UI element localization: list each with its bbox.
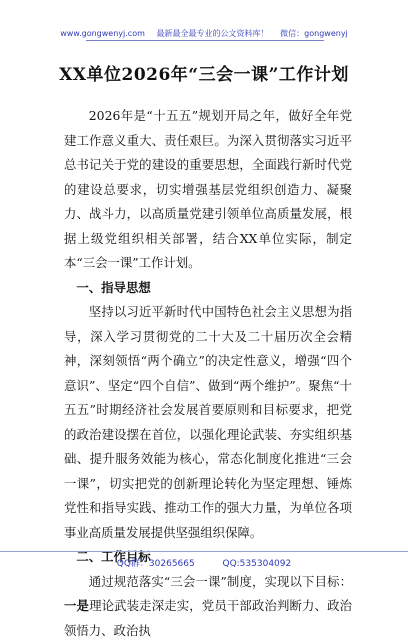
document-title: XX单位2026年“三会一课”工作计划	[0, 60, 408, 85]
footer-divider	[0, 551, 408, 552]
header-separator	[273, 29, 276, 38]
qq-group: QQ群：30265665	[117, 559, 195, 569]
section-heading-guiding-thought: 一、指导思想	[64, 276, 352, 301]
work-goals-lead: 通过规范落实“三会一课”制度，实现以下目标：	[89, 574, 352, 589]
intro-paragraph: 2026年是“十五五”规划开局之年，做好全年党建工作意义重大、责任艰巨。为深入贯彻落实习近平总书记关于党的建设的重要思想，全面践行新时代党的建设总要求，切实增强基层党组织创造力、凝聚力、战斗力，以高质量党建引领单位高质量发展，根据上级党组织相关部署，结合XX单位实际，制定本“三会一课”工作计划。	[64, 104, 352, 276]
work-goals-first-marker: 一是	[64, 598, 89, 613]
guiding-thought-paragraph: 坚持以习近平新时代中国特色社会主义思想为指导，深入学习贯彻党的二十大及二十届历次全会精神，深刻领悟“两个确立”的决定性意义，增强“四个意识”、坚定“四个自信”、做到“两个维护”。聚焦“十五五”时期经济社会发展首要原则和目标要求，把党的政治建设摆在首位，以强化理论武装、夯实组织基础、提升服务效能为核心，常态化制度化推进“三会一课”，切实把党的创新理论转化为坚定理想、锤炼党性和指导实践、推动工作的强大力量，为单位各项事业高质量发展提供坚强组织保障。	[64, 300, 352, 545]
wechat-id: 微信：gongwenyj	[280, 29, 348, 38]
header-separator	[149, 29, 152, 38]
site-slogan: 最新最全最专业的公文资料库！	[157, 29, 269, 38]
header-bar	[0, 28, 408, 39]
qq-contact: QQ:535304092	[222, 559, 291, 569]
header-divider	[86, 40, 324, 41]
footer-bar	[0, 556, 408, 569]
section-heading-work-goals: 二、工作目标	[64, 545, 352, 570]
site-link[interactable]: www.gongwenyj.com	[60, 29, 145, 38]
work-goals-paragraph	[64, 570, 352, 643]
work-goals-text: 理论武装走深走实，党员干部政治判断力、政治领悟力、政治执	[64, 598, 352, 638]
